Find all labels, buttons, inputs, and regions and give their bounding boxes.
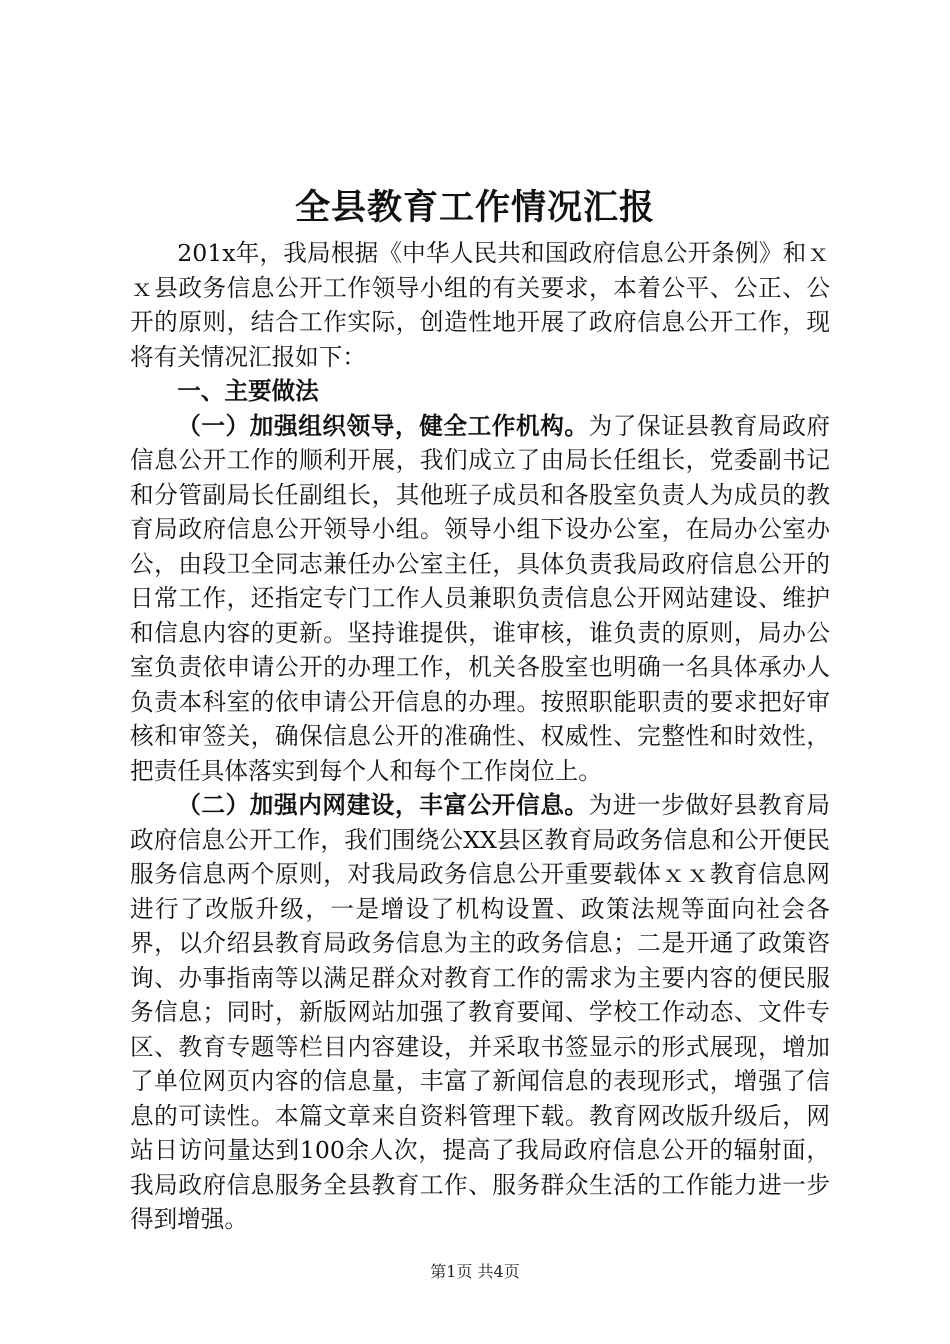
document-title: 全县教育工作情况汇报 (294, 188, 655, 228)
intro-paragraph: 201x年，我局根据《中华人民共和国政府信息公开条例》和ｘｘ县政务信息公开工作领导小组的有关要求，本着公平、公正、公开的原则，结合工作实际，创造性地开展了政府信息公开工作，现将有关情况汇报如下： (130, 239, 830, 371)
document-body (130, 236, 830, 1237)
section-heading: 一、主要做法 (177, 377, 319, 405)
item1-lead: （一）加强组织领导，健全工作机构。 (177, 411, 589, 440)
page-footer: 第1页 共4页 (430, 1262, 520, 1281)
item1-text: 为了保证县教育局政府信息公开工作的顺利开展，我们成立了由局长任组长，党委副书记和分管副局长任副组长，其他班子成员和各股室负责人为成员的教育局政府信息公开领导小组。领导小组下设办公室，在局办公室办公，由段卫全同志兼任办公室主任，具体负责我局政府信息公开的日常工作，还指定专门工作人员兼职负责信息公开网站建设、维护和信息内容的更新。坚持谁提供，谁审核，谁负责的原则，局办公室负责依申请公开的办理工作，机关各股室也明确一名具体承办人负责本科室的依申请公开信息的办理。按照职能职责的要求把好审核和审签关，确保信息公开的准确性、权威性、完整性和时效性，把责任具体落实到每个人和每个工作岗位上。 (130, 411, 831, 785)
item1-paragraph (130, 409, 830, 789)
item2-text: 为进一步做好县教育局政府信息公开工作，我们围绕公XX县区教育局政务信息和公开便民服务信息两个原则，对我局政务信息公开重要载体ｘｘ教育信息网进行了改版升级，一是增设了机构设置、政策法规等面向社会各界，以介绍县教育局政务信息为主的政务信息；二是开通了政策咨询、办事指南等以满足群众对教育工作的需求为主要内容的便民服务信息；同时，新版网站加强了教育要闻、学校工作动态、文件专区、教育专题等栏目内容建设，并采取书签显示的形式展现，增加了单位网页内容的信息量，丰富了新闻信息的表现形式，增强了信息的可读性。本篇文章来自资料管理下载。教育网改版升级后，网站日访问量达到100余人次，提高了我局政府信息公开的辐射面，我局政府信息服务全县教育工作、服务群众生活的工作能力进一步得到增强。 (130, 791, 831, 1233)
item2-paragraph (130, 788, 830, 1237)
item2-lead: （二）加强内网建设，丰富公开信息。 (177, 791, 589, 819)
